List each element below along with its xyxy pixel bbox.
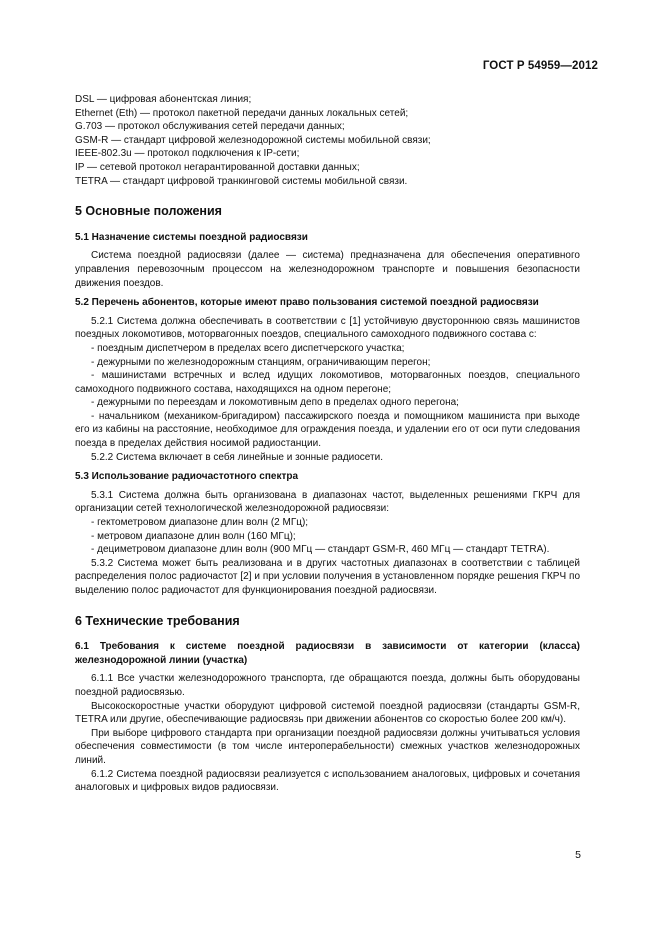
subsection-5-2-heading: 5.2 Перечень абонентов, которые имеют право пользования системой поездной радиосвязи — [75, 297, 539, 309]
paragraph-5-2-1: 5.2.1 Система должна обеспечивать в соответствии с [1] устойчивую двустороннюю связь машинистов поездных локомотивов, моторвагонных поездов, специального самоходного подвижного состава с: — [75, 315, 580, 341]
abbreviation-item: GSM-R — стандарт цифровой железнодорожной системы мобильной связи; — [75, 134, 431, 146]
section-5-heading: 5 Основные положения — [75, 204, 222, 219]
abbreviation-item: DSL — цифровая абонентская линия; — [75, 94, 252, 105]
document-id: ГОСТ Р 54959—2012 — [482, 60, 598, 72]
page-number: 5 — [575, 849, 581, 861]
list-item: - дециметровом диапазоне длин волн (900 МГц — стандарт GSM-R, 460 МГц — стандарт TETRA). — [91, 544, 550, 556]
paragraph-5-1: Система поездной радиосвязи (далее — система) предназначена для обеспечения оперативного управления перевозочным процессом на железнодорожном транспорте и повышения безопасности движения поездов. — [75, 250, 580, 289]
paragraph-6-1-2: 6.1.2 Система поездной радиосвязи реализуется с использованием аналоговых, цифровых и сочетания аналоговых и цифровых видов радиосвязи. — [75, 768, 580, 794]
paragraph-6-1-1: 6.1.1 Все участки железнодорожного транспорта, где обращаются поезда, должны быть оборудованы поездной радиосвязью. — [75, 673, 580, 698]
section-6-heading: 6 Технические требования — [75, 613, 240, 628]
abbreviations-list — [75, 93, 580, 188]
abbreviation-item: Ethernet (Eth) — протокол пакетной передачи данных локальных сетей; — [75, 107, 409, 119]
subsection-5-3-heading: 5.3 Использование радиочастотного спектра — [75, 471, 299, 483]
list-item: - поездным диспетчером в пределах всего диспетчерского участка; — [91, 342, 405, 354]
paragraph-digital-standard: При выборе цифрового стандарта при организации поездной радиосвязи должны учитываться условия обеспечения совместимости (в том числе интероперабельности) смежных участков железнодорожных линий. — [75, 727, 580, 766]
page-content — [75, 93, 580, 795]
list-item: - дежурными по переездам и локомотивным депо в пределах одного перегона; — [91, 397, 459, 409]
list-item: - начальником (механиком-бригадиром) пассажирского поезда и помощником машиниста при выходе его из кабины на расстояние, необходимое для ограждения поезда, и удалении его от оси пути следования поезда в пределах действия носимой радиостанции. — [75, 410, 580, 450]
paragraph-5-3-2: 5.3.2 Система может быть реализована и в других частотных диапазонах в соответствии с таблицей распределения полос радиочастот [2] и при условии получения в установленном порядке решения ГКРЧ по выделению полос радиочастот для функционирования поездной радиосвязи. — [75, 557, 580, 596]
paragraph-5-3-1: 5.3.1 Система должна быть организована в диапазонах частот, выделенных решениями ГКРЧ для организации сетей технологической железнодорожной радиосвязи: — [75, 489, 580, 515]
abbreviation-item: IEEE-802.3u — протокол подключения к IP-сети; — [75, 148, 300, 160]
abbreviation-item: TETRA — стандарт цифровой транкинговой системы мобильной связи. — [75, 175, 408, 187]
list-item: - дежурными по железнодорожным станциям, ограничивающим перегон; — [91, 356, 431, 368]
list-item: - гектометровом диапазоне длин волн (2 МГц); — [91, 517, 309, 529]
subsection-5-1-heading: 5.1 Назначение системы поездной радиосвязи — [75, 231, 308, 243]
abbreviation-item: IP — сетевой протокол негарантированной доставки данных; — [75, 161, 360, 173]
subsection-6-1-heading: 6.1 Требования к системе поездной радиосвязи в зависимости от категории (класса) железнодорожной линии (участка) — [75, 641, 580, 666]
list-item: - метровом диапазоне длин волн (160 МГц); — [91, 530, 296, 542]
list-item: - машинистами встречных и вслед идущих локомотивов, моторвагонных поездов, специального самоходного подвижного состава, находящихся на одном перегоне; — [75, 370, 580, 395]
paragraph-5-2-2: 5.2.2 Система включает в себя линейные и зонные радиосети. — [91, 451, 383, 463]
abbreviation-item: G.703 — протокол обслуживания сетей передачи данных; — [75, 121, 345, 133]
paragraph-high-speed: Высокоскоростные участки оборудуют цифровой системой поездной радиосвязи (стандарты GSM-R, TETRA или другие, обеспечивающие радиосвязь при движении абонентов со скоростью более 200 км/ч). — [75, 700, 580, 726]
